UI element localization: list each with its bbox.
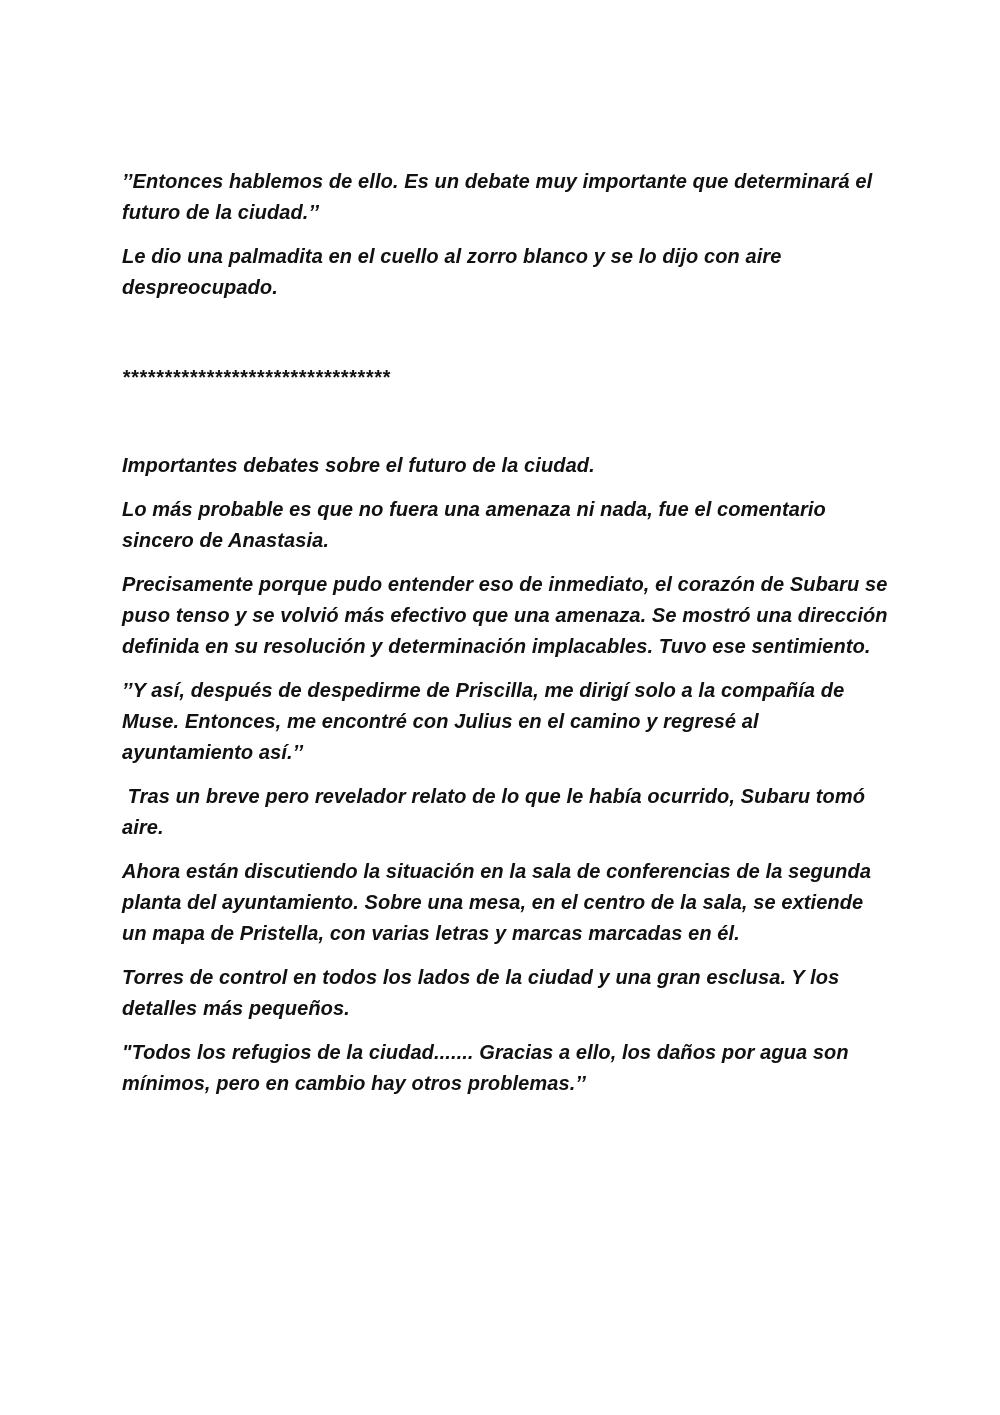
paragraph-dialogue-debate: ’’Entonces hablemos de ello. Es un debate muy importante que determinará el futuro de la ciudad.’’: [122, 171, 873, 224]
paragraph-relato: Tras un breve pero revelador relato de lo que le había ocurrido, Subaru tomó aire.: [122, 786, 871, 839]
bottom-text-block: [122, 451, 892, 1100]
scene-separator: ********************************: [122, 367, 391, 389]
paragraph-amenaza: Lo más probable es que no fuera una amenaza ni nada, fue el comentario sincero de Anastasia.: [122, 499, 826, 552]
paragraph-sala-conferencias: Ahora están discutiendo la situación en la sala de conferencias de la segunda planta del ayuntamiento. Sobre una mesa, en el centro de la sala, se extiende un mapa de Pristella, con varias letras y marcas marcadas en él.: [122, 861, 872, 945]
paragraph-dialogue-priscilla: ’’Y así, después de despedirme de Priscilla, me dirigí solo a la compañía de Muse. Entonces, me encontré con Julius en el camino y regresé al ayuntamiento así.’’: [122, 680, 845, 764]
paragraph-debates: Importantes debates sobre el futuro de la ciudad.: [122, 455, 595, 477]
paragraph-corazon-subaru: Precisamente porque pudo entender eso de inmediato, el corazón de Subaru se puso tenso y se volvió más efectivo que una amenaza. Se mostró una dirección definida en su resolución y determinación implacables. Tuvo ese sentimiento.: [122, 574, 888, 658]
paragraph-palmadita: Le dio una palmadita en el cuello al zorro blanco y se lo dijo con aire despreocupado.: [122, 246, 782, 299]
paragraph-torres-control: Torres de control en todos los lados de la ciudad y una gran esclusa. Y los detalles más pequeños.: [122, 967, 840, 1020]
top-text-block: [122, 167, 892, 304]
paragraph-dialogue-refugios: "Todos los refugios de la ciudad....... Gracias a ello, los daños por agua son mínimos, pero en cambio hay otros problemas.’’: [122, 1042, 849, 1095]
